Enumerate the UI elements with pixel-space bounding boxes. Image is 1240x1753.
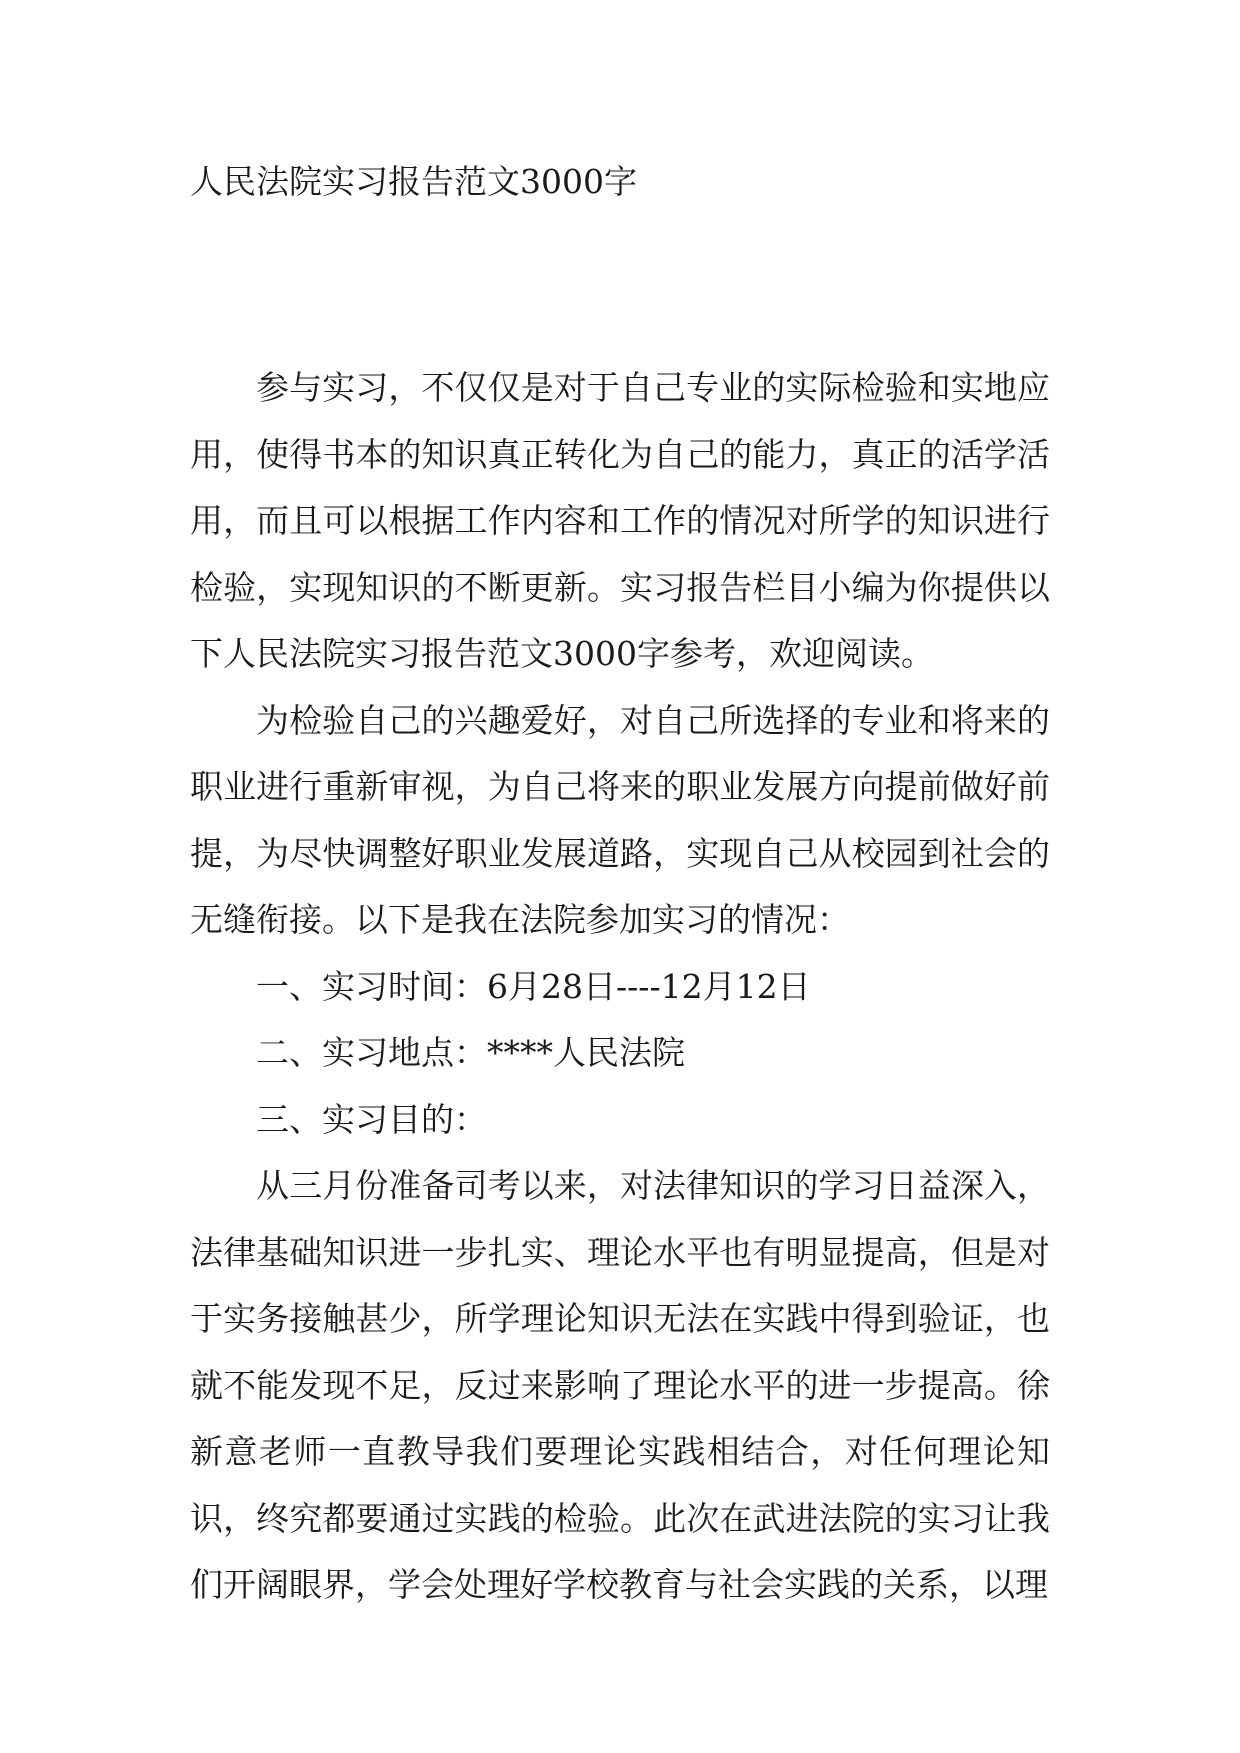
paragraph-purpose: 为检验自己的兴趣爱好，对自己所选择的专业和将来的职业进行重新审视，为自己将来的职业发展方向提前做好前提，为尽快调整好职业发展道路，实现自己从校园到社会的无缝衔接。以下是我在法院参加实习的情况： bbox=[190, 700, 1050, 939]
document-title: 人民法院实习报告范文3000字 bbox=[190, 162, 637, 201]
paragraph-internship-goal-heading: 三、实习目的： bbox=[256, 1099, 487, 1139]
document-body bbox=[190, 355, 1050, 1619]
paragraph-internship-location: 二、实习地点：****人民法院 bbox=[256, 1033, 685, 1072]
paragraph-internship-time: 一、实习时间：6月28日----12月12日 bbox=[256, 966, 811, 1006]
paragraph-intro: 参与实习，不仅仅是对于自己专业的实际检验和实地应用，使得书本的知识真正转化为自己的能力，真正的活学活用，而且可以根据工作内容和工作的情况对所学的知识进行检验，实现知识的不断更新。实习报告栏目小编为你提供以下人民法院实习报告范文3000字参考，欢迎阅读。 bbox=[190, 368, 1050, 673]
paragraph-internship-goal: 从三月份准备司考以来，对法律知识的学习日益深入，法律基础知识进一步扎实、理论水平也有明显提高，但是对于实务接触甚少，所学理论知识无法在实践中得到验证，也就不能发现不足，反过来影响了理论水平的进一步提高。徐新意老师一直教导我们要理论实践相结合，对任何理论知识，终究都要通过实践的检验。此次在武进法院的实习让我们开阔眼界，学会处理好学校教育与社会实践的关系，以理 bbox=[190, 1166, 1050, 1604]
